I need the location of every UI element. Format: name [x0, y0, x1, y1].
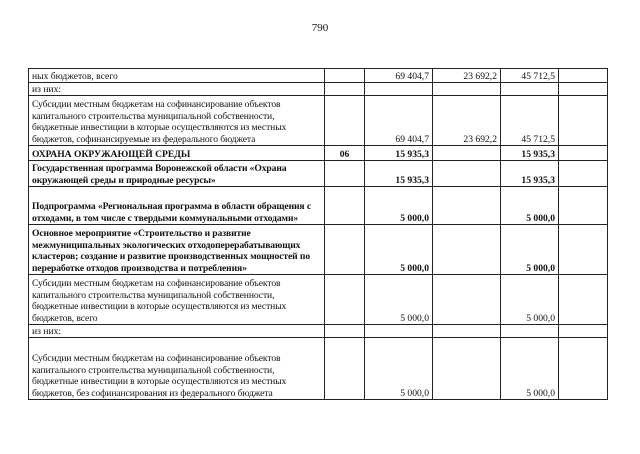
table-row — [29, 338, 608, 400]
row-name: ОХРАНА ОКРУЖАЮЩЕЙ СРЕДЫ — [29, 146, 325, 161]
row-value-2 — [433, 225, 501, 275]
row-value-3: 5 000,0 — [501, 187, 559, 225]
row-empty-cell — [559, 83, 608, 96]
row-value-2 — [433, 275, 501, 325]
budget-table — [28, 68, 608, 400]
table-row — [29, 325, 608, 338]
row-value-2 — [433, 187, 501, 225]
table-row — [29, 146, 608, 161]
table-row — [29, 96, 608, 146]
row-value-3: 15 935,3 — [501, 146, 559, 161]
row-name: Государственная программа Воронежской области «Охрана окружающей среды и природные ресурсы» — [29, 161, 325, 187]
row-value-1: 69 404,7 — [365, 96, 433, 146]
row-code — [325, 69, 365, 83]
row-value-1: 5 000,0 — [365, 187, 433, 225]
row-value-1 — [365, 83, 433, 96]
row-value-3 — [501, 83, 559, 96]
row-empty-cell — [559, 275, 608, 325]
row-value-3: 45 712,5 — [501, 69, 559, 83]
table-row — [29, 83, 608, 96]
row-code — [325, 161, 365, 187]
row-value-3: 15 935,3 — [501, 161, 559, 187]
row-code — [325, 275, 365, 325]
row-name: из них: — [29, 83, 325, 96]
row-code — [325, 96, 365, 146]
table-row — [29, 225, 608, 275]
row-value-2 — [433, 325, 501, 338]
row-code — [325, 325, 365, 338]
row-code — [325, 225, 365, 275]
row-value-1: 69 404,7 — [365, 69, 433, 83]
row-value-3: 5 000,0 — [501, 225, 559, 275]
row-empty-cell — [559, 146, 608, 161]
row-value-3: 45 712,5 — [501, 96, 559, 146]
row-code — [325, 187, 365, 225]
row-empty-cell — [559, 69, 608, 83]
row-name: Субсидии местным бюджетам на софинансирование объектов капитального строительства муниципальной собственности, бюджетные инвестиции в которые осуществляются из местных бюджетов, всего — [29, 275, 325, 325]
table-row — [29, 275, 608, 325]
row-code — [325, 83, 365, 96]
row-code: 06 — [325, 146, 365, 161]
row-value-3 — [501, 325, 559, 338]
row-value-2 — [433, 146, 501, 161]
row-value-2 — [433, 338, 501, 400]
table-row — [29, 69, 608, 83]
row-empty-cell — [559, 161, 608, 187]
row-value-2 — [433, 83, 501, 96]
row-empty-cell — [559, 96, 608, 146]
table-row — [29, 187, 608, 225]
row-empty-cell — [559, 338, 608, 400]
row-value-1: 5 000,0 — [365, 338, 433, 400]
row-value-1: 5 000,0 — [365, 225, 433, 275]
row-empty-cell — [559, 225, 608, 275]
row-value-2: 23 692,2 — [433, 96, 501, 146]
row-name: Подпрограмма «Региональная программа в области обращения с отходами, в том числе с твердыми коммунальными отходами» — [29, 187, 325, 225]
row-value-2 — [433, 161, 501, 187]
row-name: Субсидии местным бюджетам на софинансирование объектов капитального строительства муниципальной собственности, бюджетные инвестиции в которые осуществляются из местных бюджетов, софинансируемые из федерального бюджета — [29, 96, 325, 146]
row-value-1 — [365, 325, 433, 338]
table-row — [29, 161, 608, 187]
row-name: Субсидии местным бюджетам на софинансирование объектов капитального строительства муниципальной собственности, бюджетные инвестиции в которые осуществляются из местных бюджетов, без софинансирования из федерального бюджета — [29, 338, 325, 400]
row-value-3: 5 000,0 — [501, 275, 559, 325]
row-name: из них: — [29, 325, 325, 338]
row-value-3: 5 000,0 — [501, 338, 559, 400]
row-value-2: 23 692,2 — [433, 69, 501, 83]
row-code — [325, 338, 365, 400]
page-number: 790 — [311, 22, 329, 34]
row-empty-cell — [559, 187, 608, 225]
row-value-1: 5 000,0 — [365, 275, 433, 325]
row-name: ных бюджетов, всего — [29, 69, 325, 83]
row-value-1: 15 935,3 — [365, 146, 433, 161]
row-value-1: 15 935,3 — [365, 161, 433, 187]
row-name: Основное мероприятие «Строительство и развитие межмуниципальных экологических отходоперерабатывающих кластеров; создание и развитие производственных мощностей по переработке отходов производства и потребления» — [29, 225, 325, 275]
row-empty-cell — [559, 325, 608, 338]
